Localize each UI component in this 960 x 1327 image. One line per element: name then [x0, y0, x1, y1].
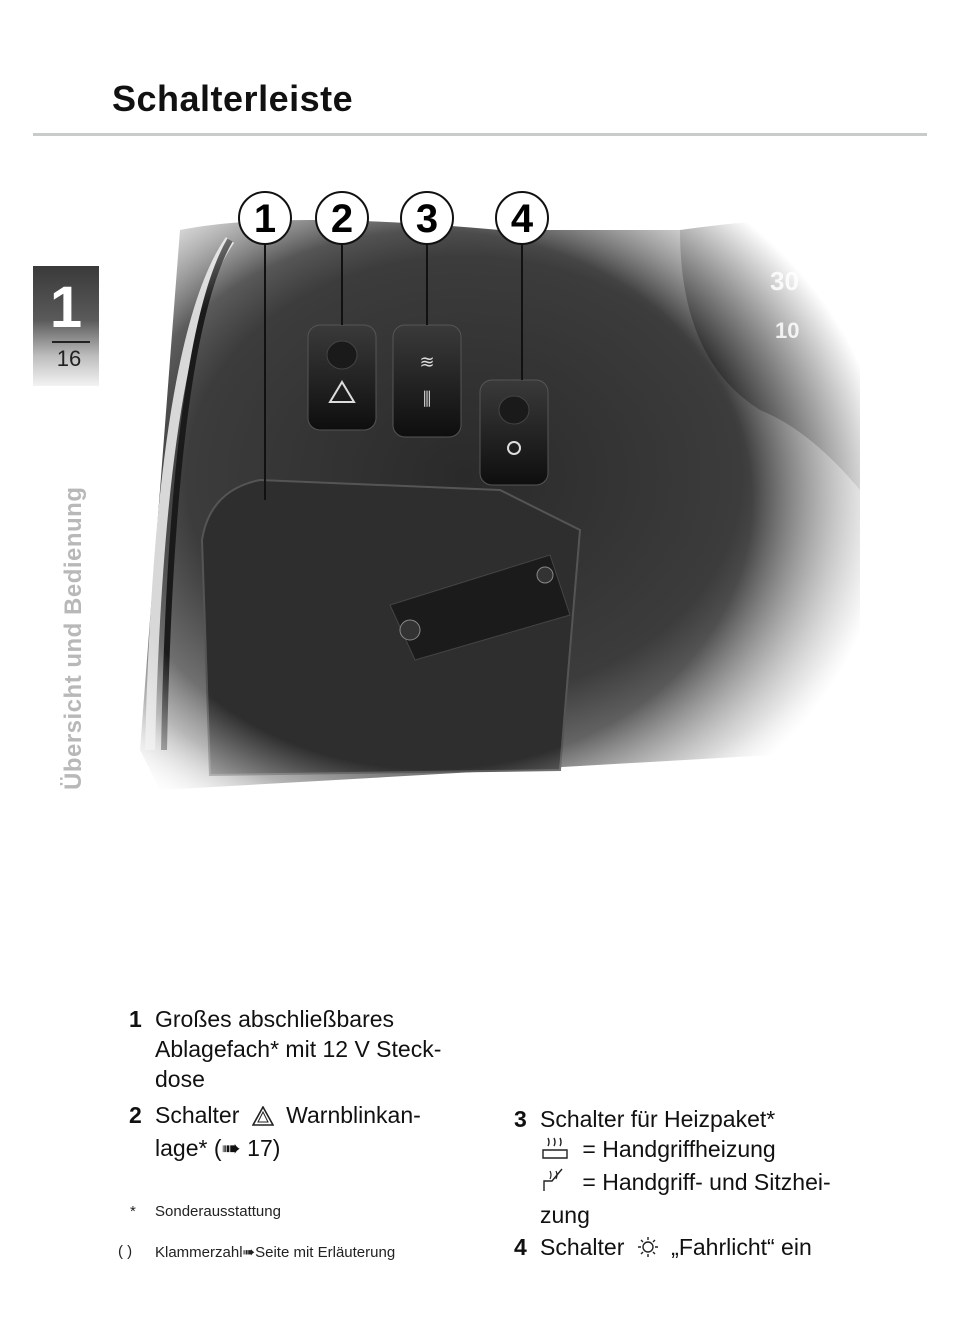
item-3-line-1: Schalter für Heizpaket*	[540, 1106, 776, 1132]
headlight-icon	[637, 1235, 659, 1265]
item-3-number: 3	[514, 1106, 527, 1132]
item-1-line-3: dose	[155, 1066, 205, 1092]
footnote-paren-symbol: ( )	[118, 1243, 133, 1260]
item-4-text-a: Schalter	[540, 1234, 625, 1260]
seat-heater-icon	[540, 1167, 570, 1200]
grip-heater-icon	[540, 1136, 570, 1167]
item-3-line-4: zung	[540, 1202, 590, 1228]
item-4-number: 4	[514, 1234, 527, 1260]
callout-3: 3	[415, 197, 439, 241]
footnote-star-text: Sonderausstattung	[155, 1203, 281, 1220]
item-1-line-2: Ablagefach* mit 12 V Steck-	[155, 1036, 442, 1062]
title-divider	[33, 133, 927, 136]
item-2-line-2: lage* (➠ 17)	[155, 1135, 281, 1161]
item-2-text-a: Schalter	[155, 1102, 240, 1128]
page-number: 16	[56, 346, 82, 371]
warning-triangle-icon	[252, 1103, 274, 1133]
footnote-paren-text: Klammerzahl➠Seite mit Erläuterung	[155, 1244, 396, 1261]
page-title: Schalterleiste	[112, 78, 354, 119]
chapter-number: 1	[49, 275, 83, 340]
item-2-number: 2	[129, 1102, 142, 1128]
item-3-line-2: = Handgriffheizung	[582, 1136, 776, 1162]
chapter-divider	[52, 341, 90, 343]
footnote-star-symbol: *	[130, 1203, 136, 1220]
callout-1: 1	[253, 197, 277, 241]
section-label: Übersicht und Bedienung	[60, 486, 87, 790]
item-2	[129, 1100, 421, 1163]
item-1-number: 1	[129, 1006, 142, 1032]
item-1	[129, 1004, 442, 1094]
item-1-line-1: Großes abschließbares	[155, 1006, 395, 1032]
callout-4: 4	[510, 197, 534, 241]
item-4-text-b: „Fahrlicht“ ein	[671, 1234, 812, 1260]
item-4	[514, 1232, 812, 1265]
callout-2: 2	[330, 197, 354, 241]
item-3	[514, 1104, 831, 1230]
item-3-line-3: = Handgriff- und Sitzhei-	[582, 1169, 831, 1195]
item-2-text-b: Warnblinkan-	[286, 1102, 421, 1128]
switch-panel-photo	[120, 190, 860, 810]
